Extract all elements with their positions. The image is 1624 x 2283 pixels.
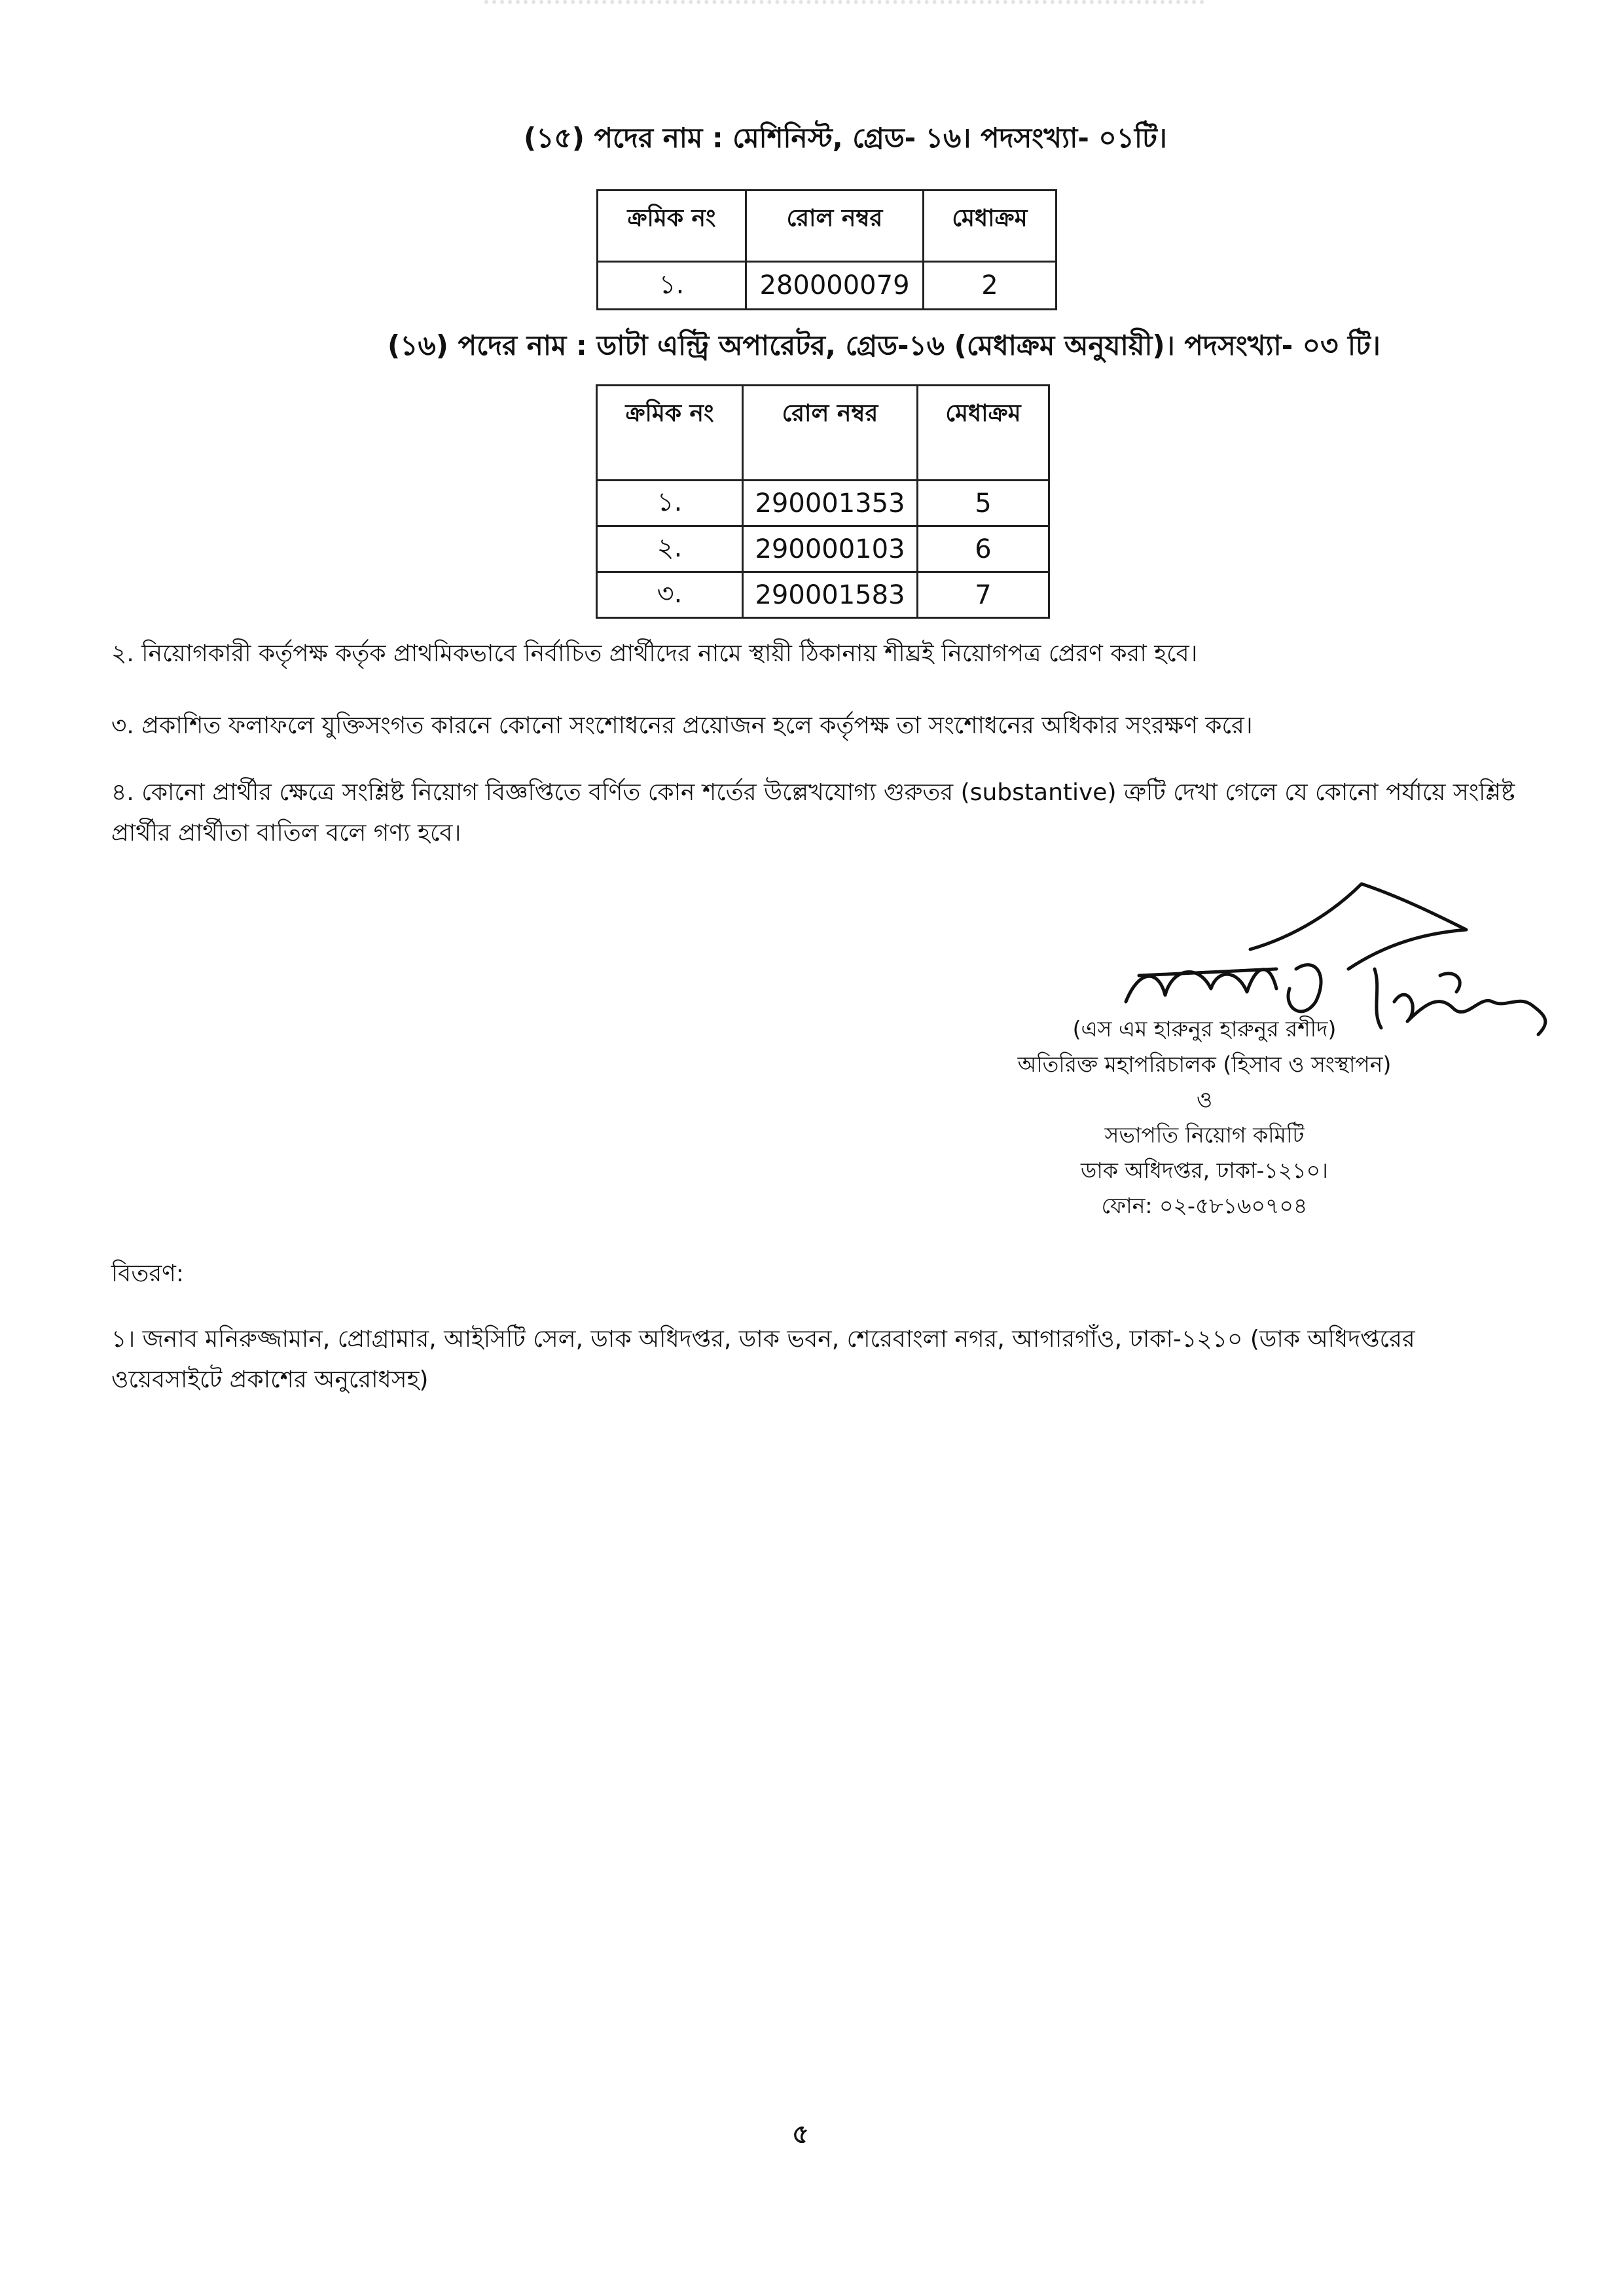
merit-cell: 2	[924, 262, 1056, 310]
table-header-row	[598, 191, 1056, 262]
signatory-office: ডাক অধিদপ্তর, ঢাকা-১২১০।	[1081, 1158, 1328, 1183]
table-row	[598, 262, 1056, 310]
serial-cell: ২.	[597, 526, 743, 572]
distribution-item: ১। জনাব মনিরুজ্জামান, প্রোগ্রামার, আইসিটি সেল, ডাক অধিদপ্তর, ডাক ভবন, শেরেবাংলা নগর, আগারগাঁও, ঢাকা-১২১০ (ডাক অধিদপ্তরের ওয়েবসাইটে প্রকাশের অনুরোধসহ)	[111, 1326, 1415, 1393]
paragraph-appointment-letter: ২. নিয়োগকারী কর্তৃপক্ষ কর্তৃক প্রাথমিকভাবে নির্বাচিত প্রার্থীদের নামে স্থায়ী ঠিকানায় শীঘ্রই নিয়োগপত্র প্রেরণ করা হবে।	[111, 640, 1198, 667]
post15-heading: (১৫) পদের নাম : মেশিনিস্ট, গ্রেড- ১৬। পদসংখ্যা- ০১টি।	[524, 122, 1167, 154]
scan-bleed-through	[484, 0, 1204, 14]
column-header-roll: রোল নম্বর	[743, 386, 918, 481]
paragraph-cancellation: ৪. কোনো প্রার্থীর ক্ষেত্রে সংশ্লিষ্ট নিয়োগ বিজ্ঞপ্তিতে বর্ণিত কোন শর্তের উল্লেখযোগ্য গুরুতর (substantive) ত্রুটি দেখা গেলে যে কোনো পর্যায়ে সংশ্লিষ্ট প্রার্থীর প্রার্থীতা বাতিল বলে গণ্য হবে।	[111, 779, 1515, 847]
post16-table	[596, 384, 1050, 619]
serial-cell: ৩.	[597, 572, 743, 618]
table-header-row	[597, 386, 1049, 481]
signatory-conjunction: ও	[1196, 1087, 1213, 1112]
post16-heading: (১৬) পদের নাম : ডাটা এন্ট্রি অপারেটর, গ্রেড-১৬ (মেধাক্রম অনুযায়ী)। পদসংখ্যা- ০৩ টি।	[388, 329, 1380, 361]
roll-cell: 290001583	[743, 572, 918, 618]
merit-cell: 7	[918, 572, 1049, 618]
column-header-serial: ক্রমিক নং	[598, 191, 746, 262]
paragraph-correction-right: ৩. প্রকাশিত ফলাফলে যুক্তিসংগত কারনে কোনো সংশোধনের প্রয়োজন হলে কর্তৃপক্ষ তা সংশোধনের অধিকার সংরক্ষণ করে।	[111, 712, 1253, 739]
roll-cell: 290000103	[743, 526, 918, 572]
signatory-block	[969, 1012, 1440, 1224]
serial-cell: ১.	[597, 481, 743, 526]
roll-cell: 280000079	[746, 262, 924, 310]
roll-cell: 290001353	[743, 481, 918, 526]
merit-cell: 5	[918, 481, 1049, 526]
signatory-designation: অতিরিক্ত মহাপরিচালক (হিসাব ও সংস্থাপন)	[1017, 1051, 1392, 1077]
table-row	[597, 572, 1049, 618]
column-header-merit: মেধাক্রম	[924, 191, 1056, 262]
column-header-serial: ক্রমিক নং	[597, 386, 743, 481]
table-row	[597, 526, 1049, 572]
signatory-phone: ফোন: ০২-৫৮১৬০৭০৪	[1101, 1193, 1308, 1218]
post15-table	[596, 189, 1057, 310]
distribution-title: বিতরণ:	[111, 1260, 185, 1287]
page-number: ৫	[792, 2119, 809, 2149]
column-header-merit: মেধাক্রম	[918, 386, 1049, 481]
serial-cell: ১.	[598, 262, 746, 310]
signatory-committee: সভাপতি নিয়োগ কমিটি	[1104, 1122, 1305, 1148]
signatory-name: (এস এম হারুনুর হারুনুর রশীদ)	[1072, 1016, 1337, 1042]
column-header-roll: রোল নম্বর	[746, 191, 924, 262]
merit-cell: 6	[918, 526, 1049, 572]
table-row	[597, 481, 1049, 526]
